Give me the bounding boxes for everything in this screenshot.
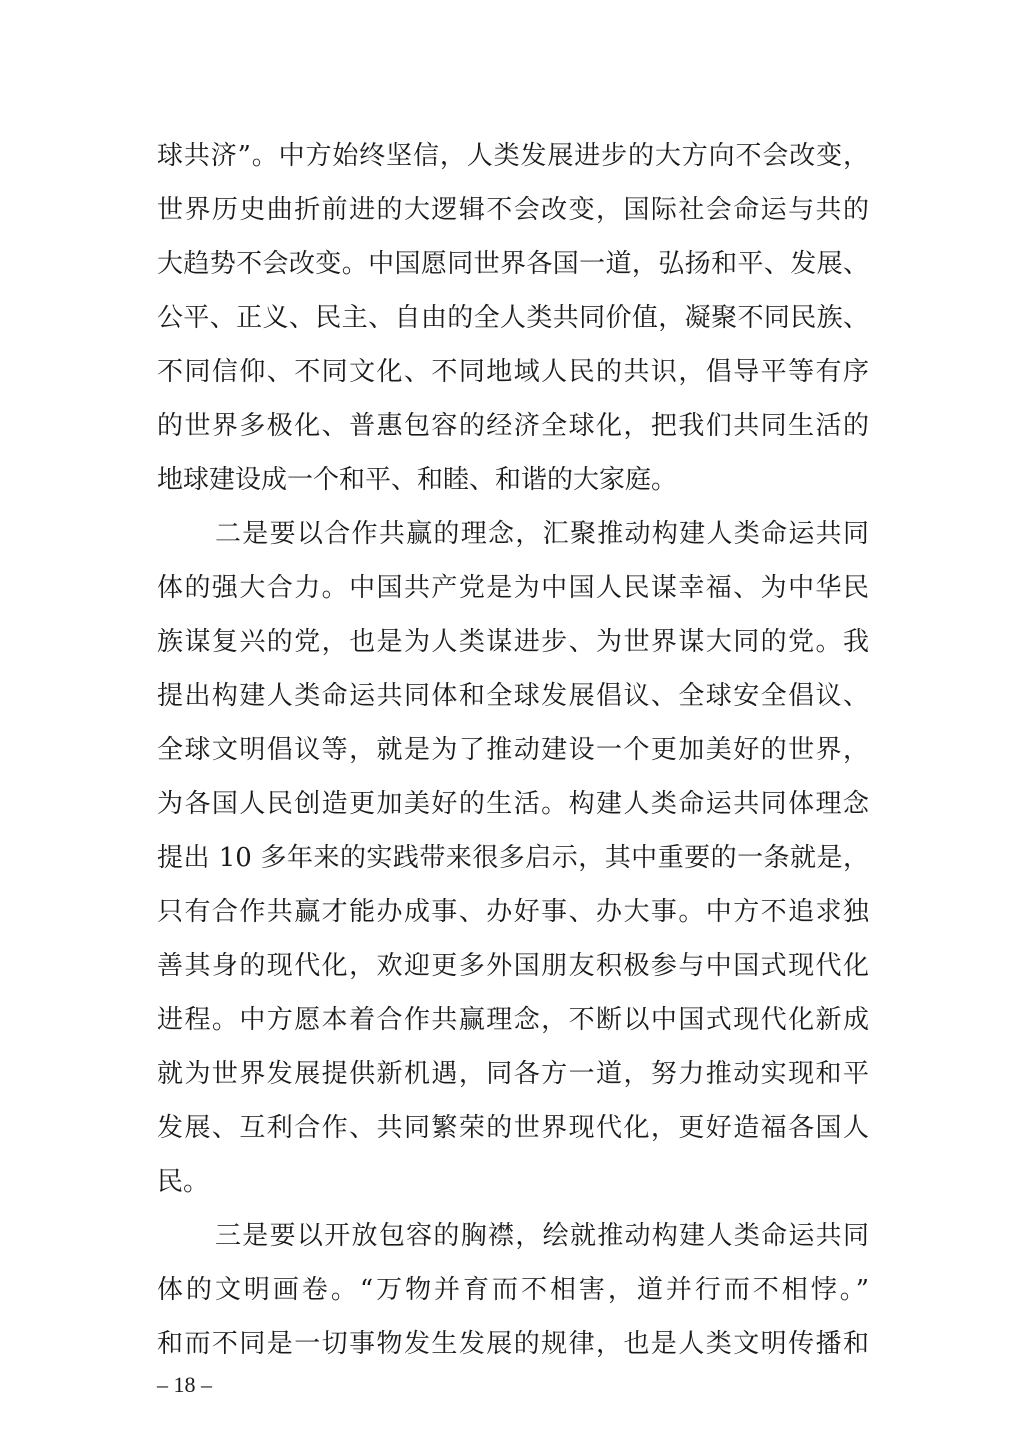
body-text-line: 世界历史曲折前进的大逻辑不会改变，国际社会命运与共的 bbox=[157, 195, 869, 225]
body-text-line: 体的文明画卷。“万物并育而不相害，道并行而不相悖。” bbox=[157, 1275, 869, 1305]
paragraph-start-line: 二是要以合作共赢的理念，汇聚推动构建人类命运共同 bbox=[215, 519, 869, 549]
body-text-line: 发展、互利合作、共同繁荣的世界现代化，更好造福各国人 bbox=[157, 1113, 869, 1143]
body-text-line: 族谋复兴的党，也是为人类谋进步、为世界谋大同的党。我 bbox=[157, 627, 869, 657]
body-text-line: 不同信仰、不同文化、不同地域人民的共识，倡导平等有序 bbox=[157, 357, 869, 387]
body-text-line: 全球文明倡议等，就是为了推动建设一个更加美好的世界， bbox=[157, 735, 869, 765]
body-text-line: 为各国人民创造更加美好的生活。构建人类命运共同体理念 bbox=[157, 789, 869, 819]
body-text-line: 进程。中方愿本着合作共赢理念，不断以中国式现代化新成 bbox=[157, 1005, 869, 1035]
paragraph-start-line: 三是要以开放包容的胸襟，绘就推动构建人类命运共同 bbox=[215, 1221, 869, 1251]
body-text-line: 和而不同是一切事物发生发展的规律，也是人类文明传播和 bbox=[157, 1329, 869, 1359]
body-text-line: 球共济”。中方始终坚信，人类发展进步的大方向不会改变， bbox=[157, 141, 869, 171]
paragraph-end-line: 地球建设成一个和平、和睦、和谐的大家庭。 bbox=[157, 465, 678, 495]
body-text-line: 提出 10 多年来的实践带来很多启示，其中重要的一条就是， bbox=[157, 843, 869, 873]
body-text-line: 就为世界发展提供新机遇，同各方一道，努力推动实现和平 bbox=[157, 1059, 869, 1089]
body-text-line: 公平、正义、民主、自由的全人类共同价值，凝聚不同民族、 bbox=[157, 303, 869, 333]
body-text-line: 大趋势不会改变。中国愿同世界各国一道，弘扬和平、发展、 bbox=[157, 249, 869, 279]
paragraph-end-line: 民。 bbox=[157, 1167, 210, 1197]
body-text-line: 提出构建人类命运共同体和全球发展倡议、全球安全倡议、 bbox=[157, 681, 869, 711]
body-text-line: 善其身的现代化，欢迎更多外国朋友积极参与中国式现代化 bbox=[157, 951, 869, 981]
body-text-line: 体的强大合力。中国共产党是为中国人民谋幸福、为中华民 bbox=[157, 573, 869, 603]
page-number: – 18 – bbox=[157, 1372, 212, 1397]
body-text-line: 只有合作共赢才能办成事、办好事、办大事。中方不追求独 bbox=[157, 897, 869, 927]
body-text-line: 的世界多极化、普惠包容的经济全球化，把我们共同生活的 bbox=[157, 411, 869, 441]
